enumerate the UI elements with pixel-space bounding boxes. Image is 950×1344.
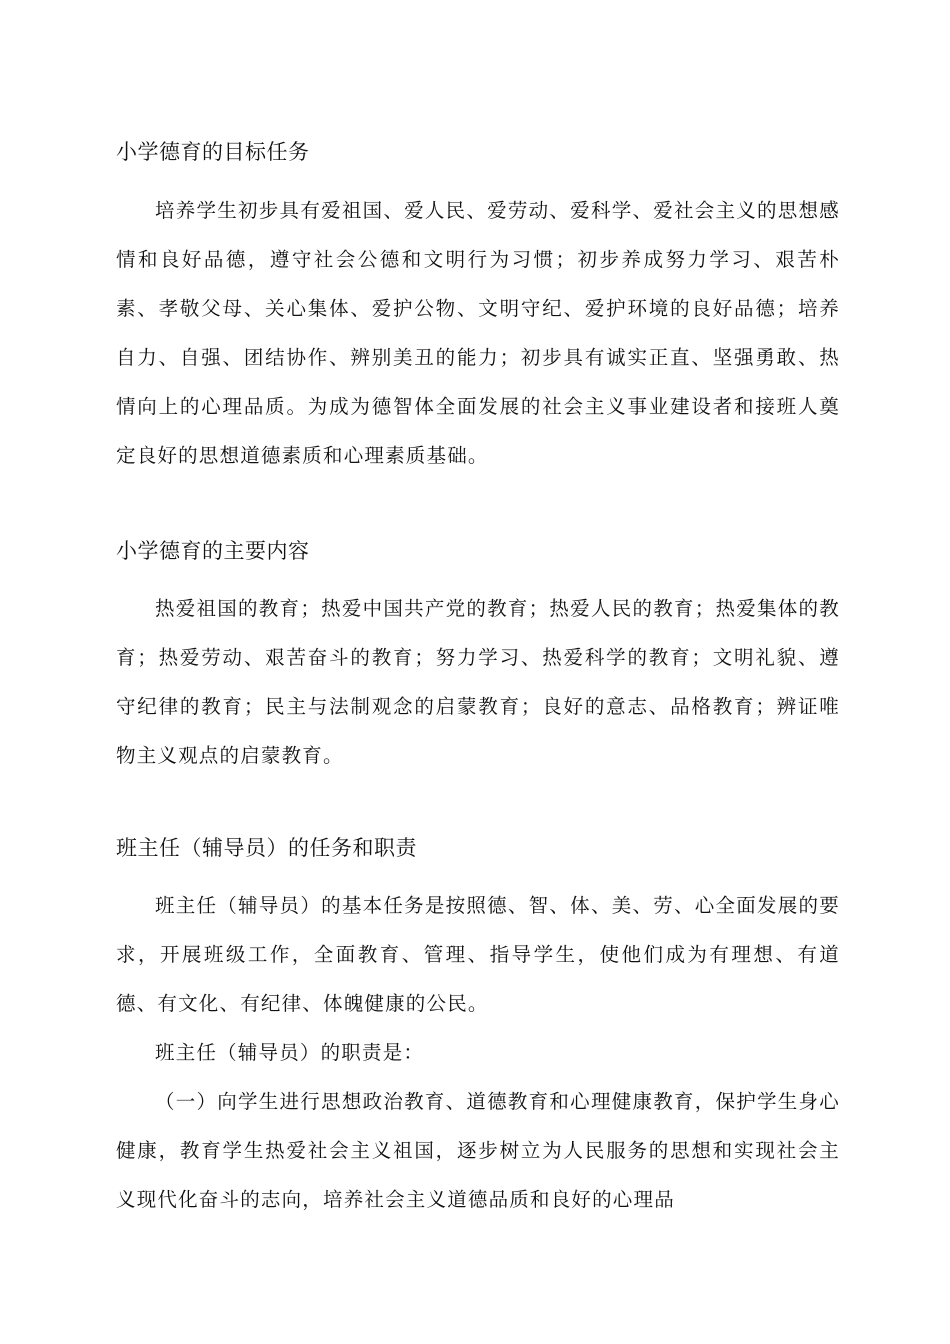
section-heading: 班主任（辅导员）的任务和职责 bbox=[116, 836, 417, 860]
paragraph: （一）向学生进行思想政治教育、道德教育和心理健康教育，保护学生身心健康，教育学生热爱社会主义祖国，逐步树立为人民服务的思想和实现社会主义现代化奋斗的志向，培养社会主义道德品质和良好的心理品 bbox=[116, 1090, 840, 1211]
paragraph: 班主任（辅导员）的职责是： bbox=[155, 1041, 425, 1064]
section-moral-education-goals bbox=[116, 137, 840, 480]
paragraph: 培养学生初步具有爱祖国、爱人民、爱劳动、爱科学、爱社会主义的思想感情和良好品德，遵守社会公德和文明行为习惯；初步养成努力学习、艰苦朴素、孝敬父母、关心集体、爱护公物、文明守纪、爱护环境的良好品德；培养自力、自强、团结协作、辨别美丑的能力；初步具有诚实正直、坚强勇敢、热情向上的心理品质。为成为德智体全面发展的社会主义事业建设者和接班人奠定良好的思想道德素质和心理素质基础。 bbox=[116, 199, 840, 467]
section-head-teacher-duties bbox=[116, 833, 840, 1224]
section-heading: 小学德育的主要内容 bbox=[116, 539, 310, 563]
section-heading: 小学德育的目标任务 bbox=[116, 140, 310, 164]
paragraph: 热爱祖国的教育；热爱中国共产党的教育；热爱人民的教育；热爱集体的教育；热爱劳动、艰苦奋斗的教育；努力学习、热爱科学的教育；文明礼貌、遵守纪律的教育；民主与法制观念的启蒙教育；良好的意志、品格教育；辨证唯物主义观点的启蒙教育。 bbox=[116, 597, 840, 767]
section-moral-education-content bbox=[116, 536, 840, 780]
paragraph: 班主任（辅导员）的基本任务是按照德、智、体、美、劳、心全面发展的要求，开展班级工作，全面教育、管理、指导学生，使他们成为有理想、有道德、有文化、有纪律、体魄健康的公民。 bbox=[116, 894, 840, 1015]
